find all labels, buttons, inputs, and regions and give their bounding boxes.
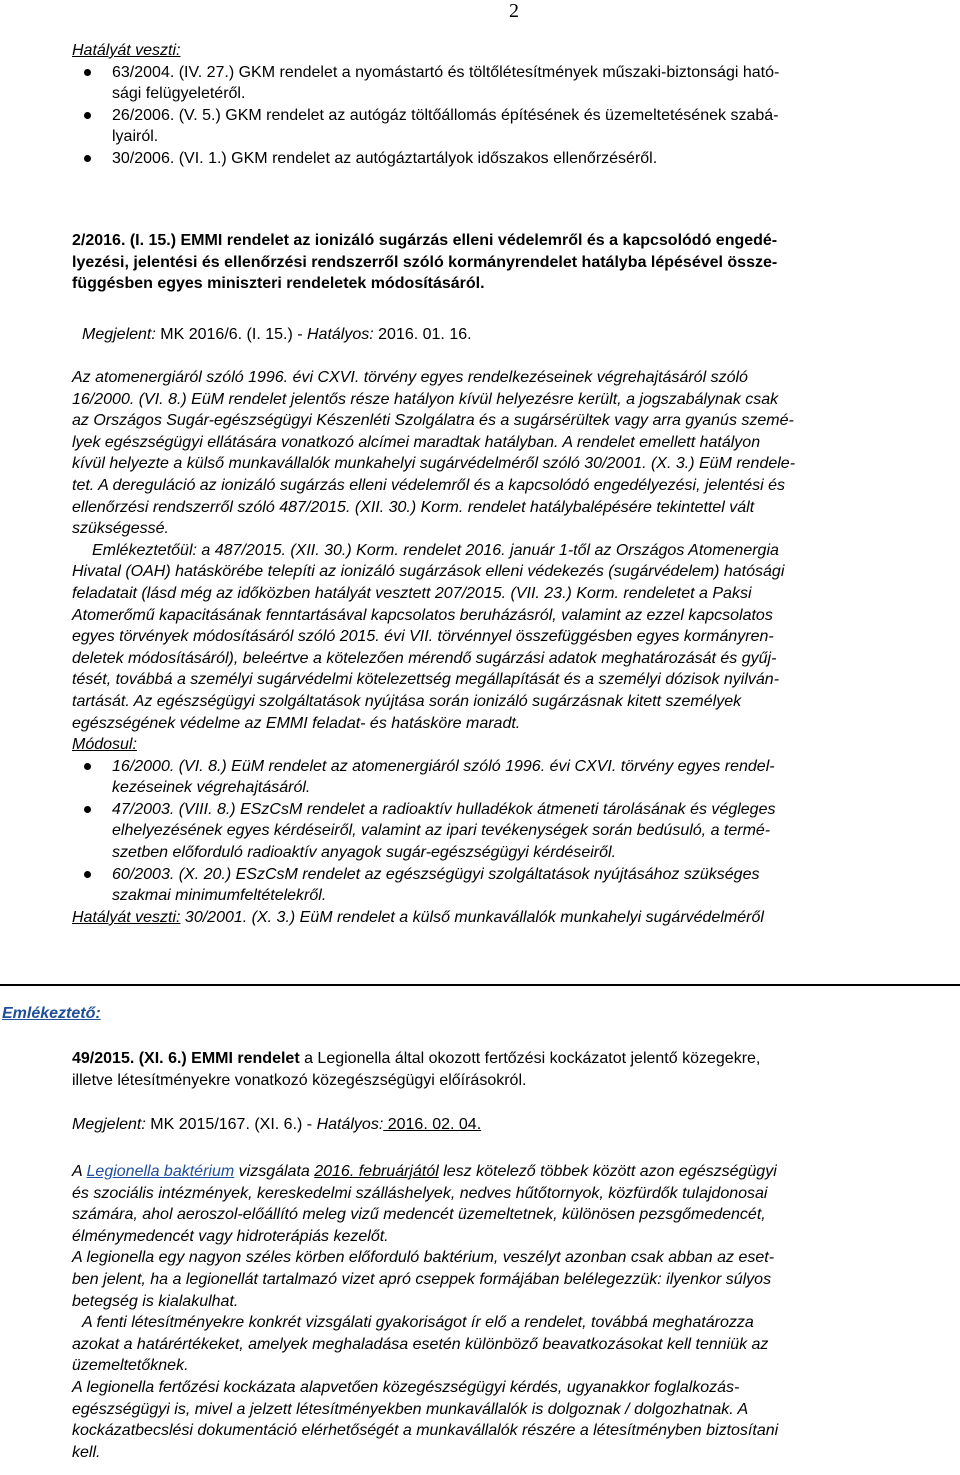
text-line: tését, továbbá a személyi sugárvédelmi kötelezettség megállapítását és a személyi dózisok nyilván-	[72, 671, 780, 689]
text-line: feladatait (lásd még az időközben hatályát vesztett 207/2015. (VII. 23.) Korm. rendeletet a Paksi	[72, 584, 752, 602]
published-label: Megjelent:	[82, 326, 156, 343]
text-line: betegség is kialakulhat.	[72, 1292, 239, 1310]
text-line: számára, ahol aeroszol-előállító meleg vizű medencét üzemeltetnek, különösen pezsgőmedencét,	[72, 1206, 766, 1224]
decree-body	[72, 367, 940, 928]
text-line: tet. A dereguláció az ionizáló sugárzás elleni védelemről és a kapcsolódó engedélyezési, jelentési és	[72, 476, 786, 494]
text-line: Hatályos:	[316, 1116, 384, 1133]
list-item	[72, 799, 940, 864]
text-line: 30/2006. (VI. 1.) GKM rendelet az autógáztartályok időszakos ellenőrzéséről.	[112, 149, 658, 167]
text-line: deletek módosításáról), beleértve a kötelezően mérendő sugárzási adatok meghatározását és gyűj-	[72, 649, 777, 667]
bullet-icon	[84, 112, 91, 119]
text-line: A legionella fertőzési kockázata alapvetően közegészségügyi kérdés, ugyanakkor foglalkozás-	[72, 1378, 740, 1396]
text-line: függésben egyes miniszteri rendeletek módosításáról.	[72, 275, 485, 293]
legionella-link[interactable]: Legionella baktérium	[86, 1163, 235, 1180]
text-line: 2016. februárjától	[314, 1163, 439, 1180]
text-line: 16/2000. (VI. 8.) EüM rendelet jelentős része hatályon kívül helyezésre került, a jogszabálynak csak	[72, 390, 779, 408]
text-line: azokat a határértékeket, amelyek meghaladása esetén különböző beavatkozásokat kell tenniük az	[72, 1335, 769, 1353]
text-line: ellenőrzési rendszerről szóló 487/2015. (XII. 30.) Korm. rendelet hatálybalépésére tekintettel vált	[72, 498, 755, 516]
section-divider	[0, 984, 960, 986]
list-item	[72, 62, 940, 105]
text-line: A fenti létesítményekre konkrét vizsgálati gyakoriságot ír elő a rendelet, továbbá meghatározza	[82, 1314, 754, 1332]
text-line: egészségügyi is, mivel a jelzett létesítményekben munkavállalók is dolgoznak / dolgozhatnak. A	[72, 1400, 749, 1418]
bullet-icon	[84, 806, 91, 813]
text-line: Az atomenergiáról szóló 1996. évi CXVI. törvény egyes rendelkezéseinek végrehajtásáról szóló	[72, 369, 748, 386]
reminder-section	[72, 1048, 940, 1091]
text-line: A legionella egy nagyon széles körben előforduló baktérium, veszélyt azonban csak abban az eset-	[72, 1249, 775, 1267]
text-line: illetve létesítményekre vonatkozó közegészségügyi előírásokról.	[72, 1071, 527, 1089]
text-line: lyairól.	[112, 128, 159, 146]
list-item	[72, 105, 940, 148]
reminder-label: Emlékeztető:	[2, 1005, 101, 1022]
text-line: élménymedencét vagy hidroterápiás kezelőt.	[72, 1227, 389, 1245]
repealed-heading-2: Hatályát veszti:	[72, 908, 181, 926]
text-line: egészségének védelme az EMMI feladat- és hatásköre maradt.	[72, 714, 521, 732]
amends-heading: Módosul:	[72, 736, 137, 754]
text-line: 2/2016. (I. 15.) EMMI rendelet az ionizáló sugárzás elleni védelemről és a kapcsolódó engedé-	[72, 232, 778, 249]
list-item	[72, 148, 940, 170]
text-line: tartását. Az egészségügyi szolgáltatások nyújtása során ionizáló sugárzásnak kitett személyek	[72, 692, 742, 710]
text-line: kell.	[72, 1443, 101, 1461]
text-line: MK 2015/167. (XI. 6.) -	[145, 1116, 317, 1133]
decree-title	[72, 230, 940, 295]
text-line: kezéseinek végrehajtásáról.	[112, 779, 311, 797]
text-line: Hivatal (OAH) hatáskörébe telepíti az ionizáló sugárzások elleni védekezés (sugárvédelem) hatósági	[72, 563, 785, 581]
text-line: 26/2006. (V. 5.) GKM rendelet az autógáz töltőállomás építésének és üzemeltetésének szabá-	[112, 106, 779, 124]
text-line: egyes törvények módosításáról szóló 2015. évi VII. törvénnyel összefüggésben egyes kormányren-	[72, 628, 774, 646]
text-line: szetben előforduló radioaktív anyagok sugár-egészségügyi kérdéseiről.	[112, 844, 617, 862]
reminder-body	[72, 1161, 940, 1463]
text-line: sági felügyeletéről.	[112, 85, 246, 103]
text-line: 2016. 01. 16.	[373, 326, 472, 343]
effective-label: Hatályos:	[307, 326, 374, 343]
text-line: 60/2003. (X. 20.) ESzCsM rendelet az egészségügyi szolgáltatások nyújtásához szükséges	[112, 865, 760, 883]
text-line: vizsgálata	[234, 1163, 315, 1180]
list-item	[72, 756, 940, 799]
bullet-icon	[84, 871, 91, 878]
page-number: 2	[509, 0, 519, 22]
text-line: Megjelent:	[72, 1116, 146, 1133]
text-line: A	[72, 1163, 87, 1180]
text-line: kockázatbecslési dokumentáció elérhetőségét a munkavállalók részére a létesítményben biztosítani	[72, 1422, 779, 1440]
text-line: az Országos Sugár-egészségügyi Készenléti Szolgálatra és a sugársérültek vagy arra gyanús szemé-	[72, 412, 794, 430]
list-item	[72, 864, 940, 907]
text-line: 47/2003. (VIII. 8.) ESzCsM rendelet a radioaktív hulladékok átmeneti tárolásának és végleges	[112, 800, 776, 818]
text-line: elhelyezésének egyes kérdéseiről, valamint az ipari tevékenységek során bedúsuló, a termé-	[112, 822, 771, 840]
text-line: ben jelent, ha a legionellát tartalmazó vizet apró cseppek formájában belélegezzük: ilyenkor súlyos	[72, 1270, 772, 1288]
text-line: szakmai minimumfeltételekről.	[112, 887, 327, 905]
text-line: üzemeltetőknek.	[72, 1357, 189, 1375]
bullet-icon	[84, 155, 91, 162]
text-line: Atomerőmű kapacitásának fenntartásával kapcsolatos beruházásról, valamint az ezzel kapcsolatos	[72, 606, 773, 624]
text-line: 2016. 02. 04.	[383, 1116, 482, 1133]
text-line: MK 2016/6. (I. 15.) -	[155, 326, 307, 343]
text-line: 63/2004. (IV. 27.) GKM rendelet a nyomástartó és töltőlétesítmények műszaki-biztonsági ható-	[112, 63, 780, 81]
bullet-icon	[84, 763, 91, 770]
publication-info	[72, 324, 950, 346]
repealed-section	[72, 40, 940, 170]
text-line: lesz kötelező többek között azon egészségügyi	[438, 1163, 777, 1180]
text-line: szükségessé.	[72, 520, 169, 538]
text-line: lyek egészségügyi ellátására vonatkozó alcímei maradtak hatályban. A rendelet emellett hatályon	[72, 433, 761, 451]
text-line: és szociális intézmények, kereskedelmi szálláshelyek, nedves hűtőtornyok, közfürdők tulajdonosai	[72, 1184, 768, 1202]
text-line: lyezési, jelentési és ellenőrzési rendszerről szóló kormányrendelet hatályba lépésével össze-	[72, 253, 778, 271]
text-line: 16/2000. (VI. 8.) EüM rendelet az atomenergiáról szóló 1996. évi CXVI. törvény egyes rendel-	[112, 757, 775, 775]
text-line: kívül helyezte a külső munkavállalók munkahelyi sugárvédelméről szóló 30/2001. (X. 3.) EüM rendele-	[72, 455, 796, 473]
repealed-heading: Hatályát veszti:	[72, 42, 181, 59]
text-line: a Legionella által okozott fertőzési kockázatot jelentő közegekre,	[299, 1050, 761, 1067]
text-line: 49/2015. (XI. 6.) EMMI rendelet	[72, 1050, 300, 1067]
text-line: Emlékeztetőül: a 487/2015. (XII. 30.) Korm. rendelet 2016. január 1-től az Országos Atomenergia	[92, 541, 779, 559]
publication-info-2	[72, 1114, 940, 1136]
bullet-icon	[84, 69, 91, 76]
text-line: 30/2001. (X. 3.) EüM rendelet a külső munkavállalók munkahelyi sugárvédelméről	[180, 908, 764, 926]
